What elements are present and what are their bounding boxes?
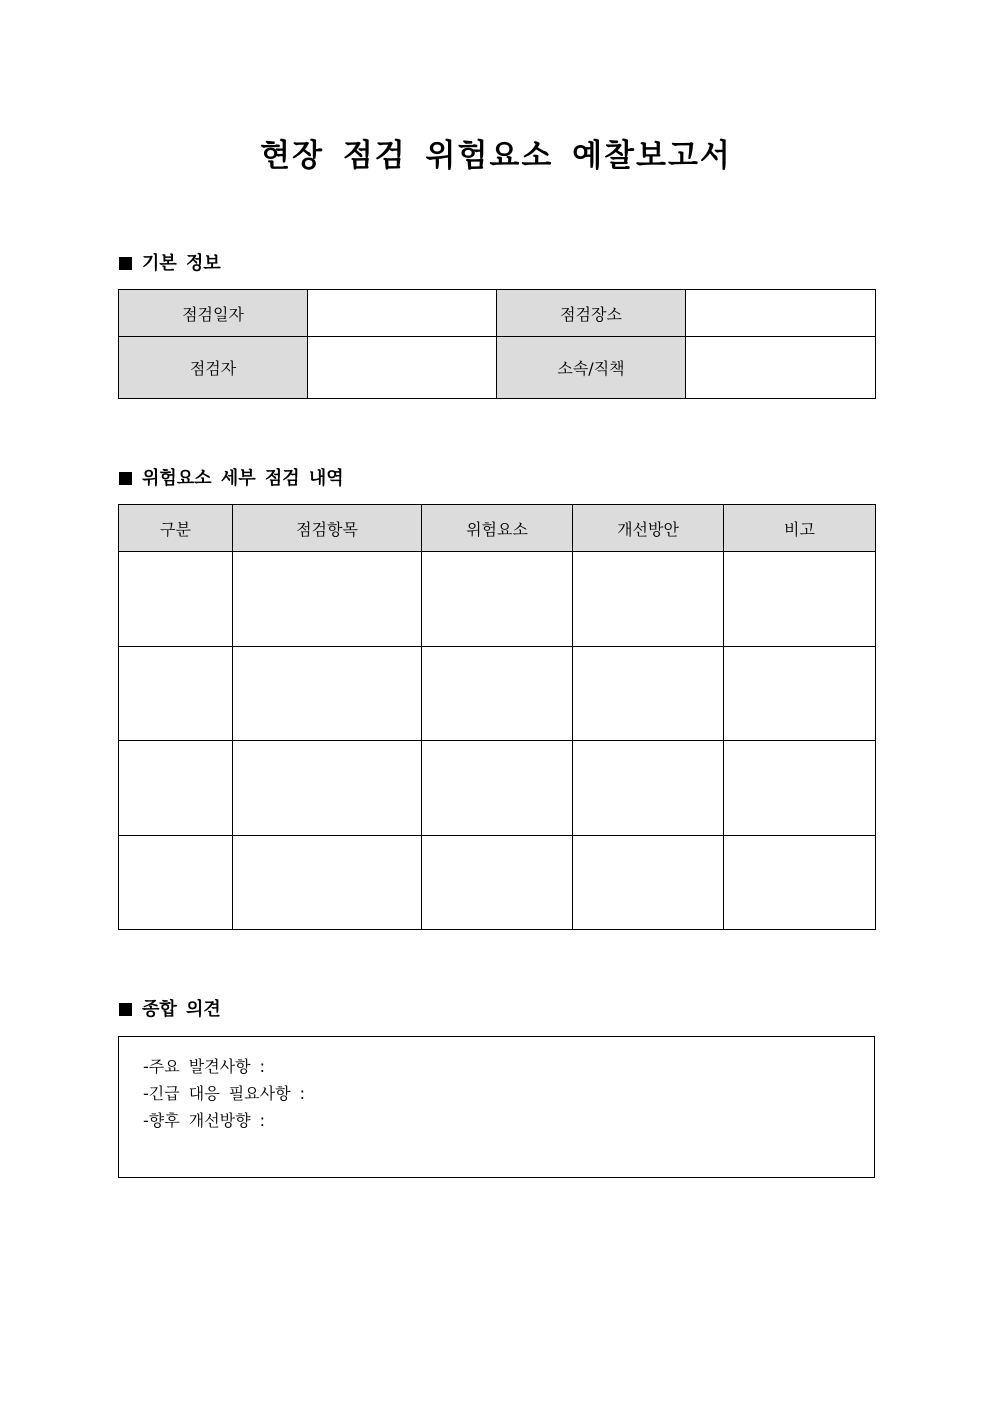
details-heading-text: 위험요소 세부 점검 내역 — [142, 468, 344, 489]
basic-info-table — [118, 289, 876, 399]
table-cell[interactable] — [233, 647, 422, 741]
table-cell[interactable] — [573, 552, 724, 647]
table-cell[interactable] — [119, 836, 233, 930]
table-cell[interactable] — [573, 836, 724, 930]
table-row — [119, 741, 876, 836]
table-cell[interactable] — [119, 741, 233, 836]
table-cell[interactable] — [573, 741, 724, 836]
details-header-row — [119, 505, 876, 552]
inspector-field[interactable] — [308, 337, 497, 399]
square-bullet-icon — [119, 257, 132, 270]
table-row — [119, 647, 876, 741]
table-cell[interactable] — [422, 552, 573, 647]
inspection-date-label: 점검일자 — [119, 290, 308, 337]
table-cell[interactable] — [422, 741, 573, 836]
table-cell[interactable] — [724, 552, 876, 647]
opinion-main-findings: -주요 발견사항 : — [143, 1057, 266, 1076]
table-row — [119, 552, 876, 647]
table-cell[interactable] — [119, 552, 233, 647]
column-header-improvement: 개선방안 — [573, 505, 724, 552]
opinion-future-improvements: -향후 개선방향 : — [143, 1111, 266, 1130]
square-bullet-icon — [119, 1003, 132, 1016]
table-cell[interactable] — [233, 552, 422, 647]
inspection-place-label: 점검장소 — [497, 290, 686, 337]
table-cell[interactable] — [724, 647, 876, 741]
basic-info-row — [119, 290, 876, 337]
affiliation-position-field[interactable] — [686, 337, 876, 399]
details-table — [118, 504, 876, 930]
column-header-category: 구분 — [119, 505, 233, 552]
table-cell[interactable] — [119, 647, 233, 741]
square-bullet-icon — [119, 472, 132, 485]
inspector-label: 점검자 — [119, 337, 308, 399]
column-header-risk-factor: 위험요소 — [422, 505, 573, 552]
table-row — [119, 836, 876, 930]
affiliation-position-label: 소속/직책 — [497, 337, 686, 399]
opinion-heading-text: 종합 의견 — [142, 999, 221, 1020]
table-cell[interactable] — [422, 647, 573, 741]
table-cell[interactable] — [724, 836, 876, 930]
basic-info-heading-text: 기본 정보 — [142, 253, 221, 274]
table-cell[interactable] — [573, 647, 724, 741]
table-cell[interactable] — [233, 741, 422, 836]
column-header-remarks: 비고 — [724, 505, 876, 552]
column-header-inspection-item: 점검항목 — [233, 505, 422, 552]
opinion-urgent-actions: -긴급 대응 필요사항 : — [143, 1084, 306, 1103]
document-title: 현장 점검 위험요소 예찰보고서 — [260, 138, 732, 174]
basic-info-heading — [119, 252, 221, 276]
basic-info-row — [119, 337, 876, 399]
table-cell[interactable] — [724, 741, 876, 836]
table-cell[interactable] — [422, 836, 573, 930]
opinion-heading — [119, 998, 221, 1022]
details-heading — [119, 467, 344, 491]
table-cell[interactable] — [233, 836, 422, 930]
inspection-place-field[interactable] — [686, 290, 876, 337]
inspection-date-field[interactable] — [308, 290, 497, 337]
opinion-box[interactable] — [118, 1036, 875, 1178]
